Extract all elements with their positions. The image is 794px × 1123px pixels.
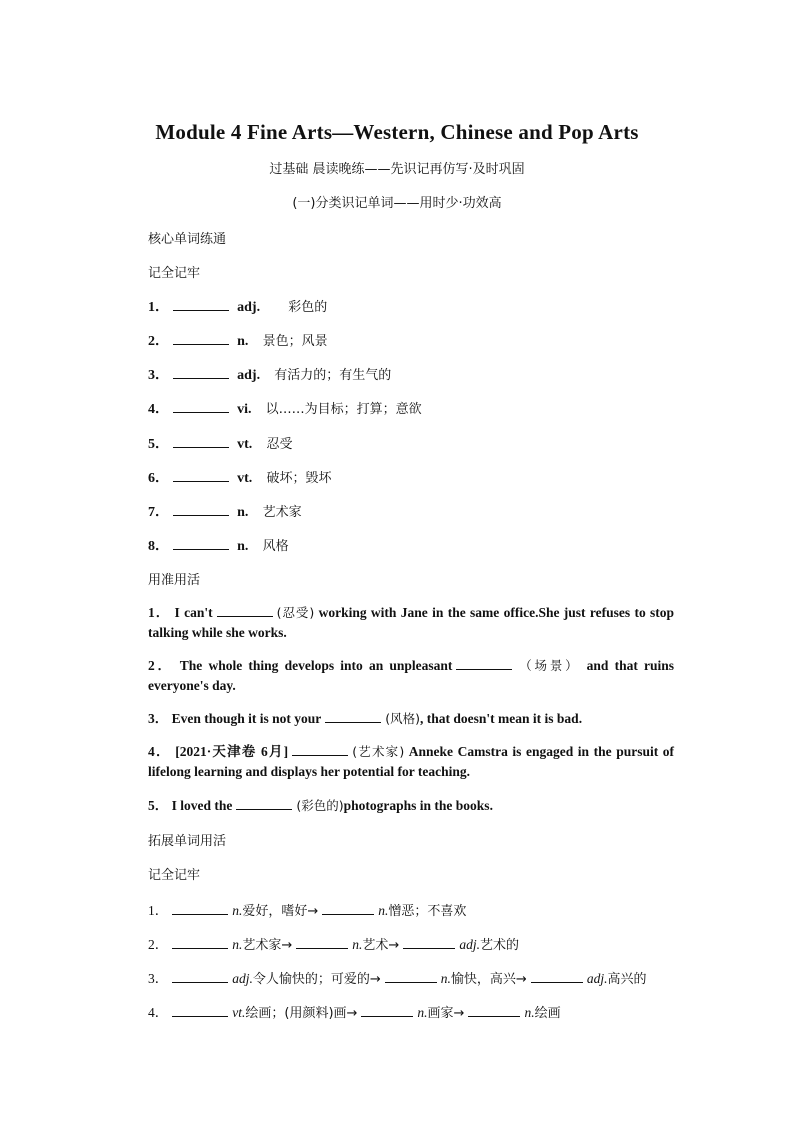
item-number: 5． [148,798,169,813]
part-of-speech: n. [417,1005,428,1020]
core-item-4 [148,398,422,418]
sentence-text: , that doesn't mean it is bad. [420,711,583,726]
answer-blank[interactable] [172,970,228,983]
item-number: 2． [148,658,174,673]
part-of-speech: vi. [237,402,252,417]
part-of-speech: n. [237,505,249,520]
item-number: 2． [148,937,169,952]
part-of-speech: n. [237,539,249,554]
answer-blank[interactable] [296,936,348,949]
answer-blank[interactable] [172,1004,228,1017]
part-of-speech: n. [524,1005,535,1020]
expand-heading: 拓展单词用活 [148,834,227,849]
meaning: 艺术家→ [242,938,293,953]
meaning: 憎恶；不喜欢 [388,904,467,919]
part-of-speech: n. [232,903,243,918]
chinese-hint: (艺术家) [352,744,405,759]
part-of-speech: n. [232,937,243,952]
answer-blank[interactable] [468,1004,520,1017]
chinese-hint: (风格) [385,711,421,726]
item-number: 7． [148,505,169,520]
item-number: 1． [148,300,169,315]
part-of-speech: vt. [237,471,253,486]
sentence-text: I loved the [171,798,233,813]
meaning: 愉快，高兴→ [450,972,527,987]
answer-blank[interactable] [217,604,273,617]
sentence-1 [120,603,674,643]
part-of-speech: vt. [232,1005,246,1020]
expand-item-1 [148,899,466,919]
answer-blank[interactable] [361,1004,413,1017]
part-of-speech: adj. [586,971,608,986]
answer-blank[interactable] [173,537,229,550]
item-number: 8． [148,539,169,554]
item-number: 5． [148,437,169,452]
core-item-1 [148,296,327,316]
core-item-2 [148,330,328,350]
answer-blank[interactable] [531,970,583,983]
core-heading: 核心单词练通 [148,232,227,247]
meaning: 绘画 [534,1006,561,1021]
answer-blank[interactable] [173,366,229,379]
answer-blank[interactable] [173,298,229,311]
item-number: 3． [148,971,169,986]
remember-heading-2: 记全记牢 [148,868,201,883]
core-item-6 [148,467,331,487]
chinese-hint: (忍受) [276,605,315,620]
answer-blank[interactable] [173,435,229,448]
sentence-5 [120,796,674,816]
expand-item-4 [148,1001,561,1021]
item-number: 4． [148,402,169,417]
core-item-5 [148,433,292,453]
answer-blank[interactable] [322,902,374,915]
expand-item-3 [148,967,646,987]
sentence-4 [120,742,674,782]
answer-blank[interactable] [292,743,348,756]
meaning: 以……为目标；打算；意欲 [265,402,422,417]
answer-blank[interactable] [173,503,229,516]
core-item-3 [148,364,391,384]
part-of-speech: adj. [237,368,261,383]
part-of-speech: vt. [237,437,253,452]
item-number: 6． [148,471,169,486]
sentence-3 [120,709,674,729]
part-of-speech: n. [378,903,389,918]
part-of-speech: n. [440,971,451,986]
item-number: 3． [148,368,169,383]
item-number: 3． [148,711,169,726]
sentence-text: I can't [174,605,213,620]
meaning: 艺术→ [362,938,400,953]
subtitle: 过基础 晨读晚练——先识记再仿写·及时巩固 [269,162,525,177]
sentence-text: Even though it is not your [171,711,322,726]
meaning: 高兴的 [607,972,647,987]
meaning: 风格 [262,539,289,554]
item-number: 1． [148,605,171,620]
remember-heading: 记全记牢 [148,266,201,281]
meaning: 艺术的 [479,938,519,953]
answer-blank[interactable] [385,970,437,983]
meaning: 爱好，嗜好→ [242,904,319,919]
meaning: 令人愉快的；可爱的→ [252,972,381,987]
sentence-2 [120,656,674,696]
sentence-text: photographs in the books. [343,798,493,813]
meaning: 破坏；毁坏 [266,471,332,486]
answer-blank[interactable] [236,797,292,810]
answer-blank[interactable] [456,657,512,670]
meaning: 画家→ [427,1006,465,1021]
core-item-8 [148,535,289,555]
page-title: Module 4 Fine Arts—Western, Chinese and Pop Arts [155,120,639,144]
item-number: 2． [148,334,169,349]
meaning: 忍受 [266,437,293,452]
item-number: 4． [148,744,171,759]
section-heading: (一)分类识记单词——用时少·功效高 [292,196,502,211]
meaning: 景色；风景 [262,334,328,349]
part-of-speech: adj. [232,971,253,986]
item-number: 4． [148,1005,169,1020]
source-tag: [2021·天津卷 6月] [175,744,289,759]
answer-blank[interactable] [325,710,381,723]
answer-blank[interactable] [173,469,229,482]
answer-blank[interactable] [172,936,228,949]
sentence-text: working with Jane in the same office.She just refuses to stop talking while she works. [148,605,675,640]
chinese-hint: (彩色的) [296,798,344,813]
chinese-hint: （场景） [516,658,581,673]
part-of-speech: adj. [459,937,480,952]
sentence-text: Anneke Camstra is engaged in the pursuit of lifelong learning and displays her potential for teaching. [148,744,675,779]
part-of-speech: adj. [237,300,261,315]
core-item-7 [148,501,302,521]
sentence-text: and that ruins everyone's day. [148,658,675,693]
part-of-speech: n. [352,937,363,952]
use-heading: 用准用活 [148,573,201,588]
meaning: 彩色的 [288,300,328,315]
meaning: 艺术家 [262,505,302,520]
answer-blank[interactable] [172,902,228,915]
sentence-text: The whole thing develops into an unpleasant [179,658,453,673]
expand-item-2 [148,933,519,953]
item-number: 1． [148,903,169,918]
part-of-speech: n. [237,334,249,349]
meaning: 有活力的；有生气的 [274,368,392,383]
answer-blank[interactable] [403,936,455,949]
answer-blank[interactable] [173,400,229,413]
answer-blank[interactable] [173,332,229,345]
meaning: 绘画；(用颜料)画→ [245,1006,358,1021]
